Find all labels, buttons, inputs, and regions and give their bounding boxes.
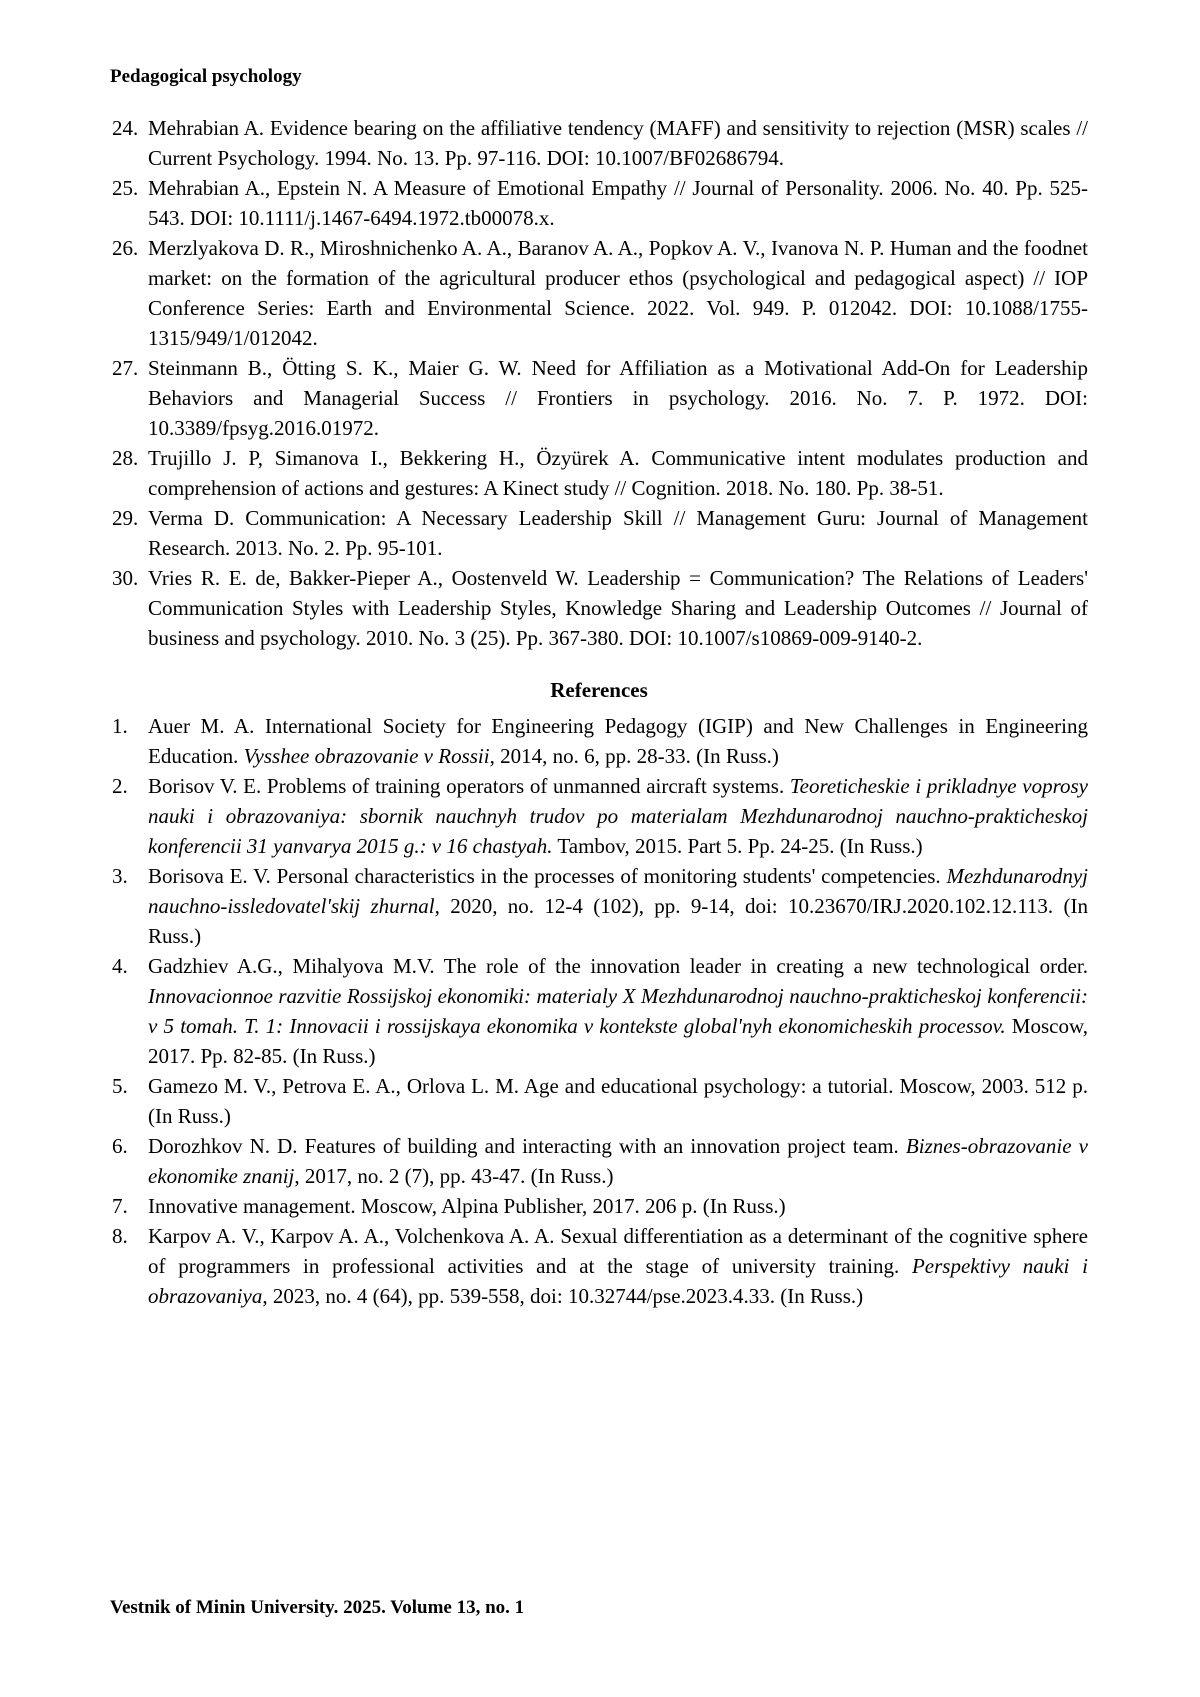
bibliography-item-number: 28. xyxy=(112,446,139,470)
bibliography-item-text: Merzlyakova D. R., Miroshnichenko A. A., Baranov A. A., Popkov A. V., Ivanova N. P. Human and the foodnet market: on the formation of the agricultural producer ethos (psychological and pedagogical aspect) // IOP Conference Series: Earth and Environmental Science. 2022. Vol. 949. P. 012042. DOI: 10.1088/1755-1315/949/1/012042. xyxy=(148,236,1088,350)
reference-item-text: Borisov V. E. Problems of training operators of unmanned aircraft systems. Teoreticheskie i prikladnye voprosy nauki i obrazovaniya: sbornik nauchnyh trudov po materialam Mezhdunarodnoj nauchno-prakticheskoj konferencii 31 yanvarya 2015 g.: v 16 chastyah. Tambov, 2015. Part 5. Pp. 24-25. (In Russ.) xyxy=(148,774,1089,858)
bibliography-item-number: 24. xyxy=(112,116,139,140)
bibliography-item-number: 30. xyxy=(112,566,139,590)
bibliography-item-number: 29. xyxy=(112,506,139,530)
bibliography-item-text: Trujillo J. P, Simanova I., Bekkering H., Özyürek A. Communicative intent modulates production and comprehension of actions and gestures: A Kinect study // Cognition. 2018. No. 180. Pp. 38-51. xyxy=(148,446,1088,500)
reference-item-number: 2. xyxy=(112,774,128,798)
bibliography-item-text: Vries R. E. de, Bakker-Pieper A., Oostenveld W. Leadership = Communication? The Relations of Leaders' Communication Styles with Leadership Styles, Knowledge Sharing and Leadership Outcomes // Journal of business and psychology. 2010. No. 3 (25). Pp. 367-380. DOI: 10.1007/s10869-009-9140-2. xyxy=(148,566,1088,650)
reference-item-text: Gamezo M. V., Petrova E. A., Orlova L. M. Age and educational psychology: a tutorial. Moscow, 2003. 512 p. (In Russ.) xyxy=(148,1074,1088,1128)
reference-item-text: Dorozhkov N. D. Features of building and interacting with an innovation project team. Biznes-obrazovanie v ekonomike znanij, 2017, no. 2 (7), pp. 43-47. (In Russ.) xyxy=(148,1134,1088,1188)
running-header: Pedagogical psychology xyxy=(110,66,302,87)
bibliography-list xyxy=(110,113,1088,653)
references-list xyxy=(110,711,1088,1311)
reference-item xyxy=(110,861,1088,951)
bibliography-item xyxy=(110,113,1088,173)
bibliography-item-text: Steinmann B., Ötting S. K., Maier G. W. Need for Affiliation as a Motivational Add-On for Leadership Behaviors and Managerial Success // Frontiers in psychology. 2016. No. 7. P. 1972. DOI: 10.3389/fpsyg.2016.01972. xyxy=(148,356,1088,440)
reference-item xyxy=(110,771,1088,861)
reference-item xyxy=(110,1221,1088,1311)
reference-item xyxy=(110,1071,1088,1131)
bibliography-item-number: 27. xyxy=(112,356,139,380)
reference-item-number: 8. xyxy=(112,1224,128,1248)
reference-item-number: 3. xyxy=(112,864,128,888)
reference-item-text: Auer M. A. International Society for Engineering Pedagogy (IGIP) and New Challenges in Engineering Education. Vysshee obrazovanie v Rossii, 2014, no. 6, pp. 28-33. (In Russ.) xyxy=(148,714,1088,768)
bibliography-item xyxy=(110,503,1088,563)
reference-item-text: Gadzhiev A.G., Mihalyova M.V. The role of the innovation leader in creating a new technological order. Innovacionnoe razvitie Rossijskoj ekonomiki: materialy X Mezhdunarodnoj nauchno-prakticheskoj konferencii: v 5 tomah. T. 1: Innovacii i rossijskaya ekonomika v kontekste global'nyh ekonomicheskih processov. Moscow, 2017. Pp. 82-85. (In Russ.) xyxy=(148,954,1088,1068)
reference-item-number: 5. xyxy=(112,1074,128,1098)
bibliography-item xyxy=(110,443,1088,503)
reference-item-number: 6. xyxy=(112,1134,128,1158)
references-heading: References xyxy=(550,678,648,702)
bibliography-item-number: 26. xyxy=(112,236,139,260)
page-footer: Vestnik of Minin University. 2025. Volume 13, no. 1 xyxy=(110,1597,525,1618)
reference-item-number: 1. xyxy=(112,714,128,738)
reference-item-text: Innovative management. Moscow, Alpina Publisher, 2017. 206 p. (In Russ.) xyxy=(148,1194,786,1218)
reference-item-text: Karpov A. V., Karpov A. A., Volchenkova A. A. Sexual differentiation as a determinant of the cognitive sphere of programmers in professional activities and at the stage of university training. Perspektivy nauki i obrazovaniya, 2023, no. 4 (64), pp. 539-558, doi: 10.32744/pse.2023.4.33. (In Russ.) xyxy=(148,1224,1088,1308)
reference-item xyxy=(110,711,1088,771)
reference-item xyxy=(110,951,1088,1071)
reference-item-number: 4. xyxy=(112,954,128,978)
reference-item-number: 7. xyxy=(112,1194,128,1218)
bibliography-item xyxy=(110,563,1088,653)
bibliography-item-text: Mehrabian A., Epstein N. A Measure of Emotional Empathy // Journal of Personality. 2006. No. 40. Pp. 525-543. DOI: 10.1111/j.1467-6494.1972.tb00078.x. xyxy=(148,176,1088,230)
bibliography-item-number: 25. xyxy=(112,176,139,200)
bibliography-item xyxy=(110,353,1088,443)
bibliography-item xyxy=(110,173,1088,233)
reference-item-text: Borisova E. V. Personal characteristics in the processes of monitoring students' competencies. Mezhdunarodnyj nauchno-issledovatel'skij zhurnal, 2020, no. 12-4 (102), pp. 9-14, doi: 10.23670/IRJ.2020.102.12.113. (In Russ.) xyxy=(148,864,1089,948)
reference-item xyxy=(110,1191,1088,1221)
bibliography-item-text: Verma D. Communication: A Necessary Leadership Skill // Management Guru: Journal of Management Research. 2013. No. 2. Pp. 95-101. xyxy=(148,506,1088,560)
bibliography-item xyxy=(110,233,1088,353)
bibliography-item-text: Mehrabian A. Evidence bearing on the affiliative tendency (MAFF) and sensitivity to rejection (MSR) scales // Current Psychology. 1994. No. 13. Pp. 97-116. DOI: 10.1007/BF02686794. xyxy=(148,116,1088,170)
reference-item xyxy=(110,1131,1088,1191)
